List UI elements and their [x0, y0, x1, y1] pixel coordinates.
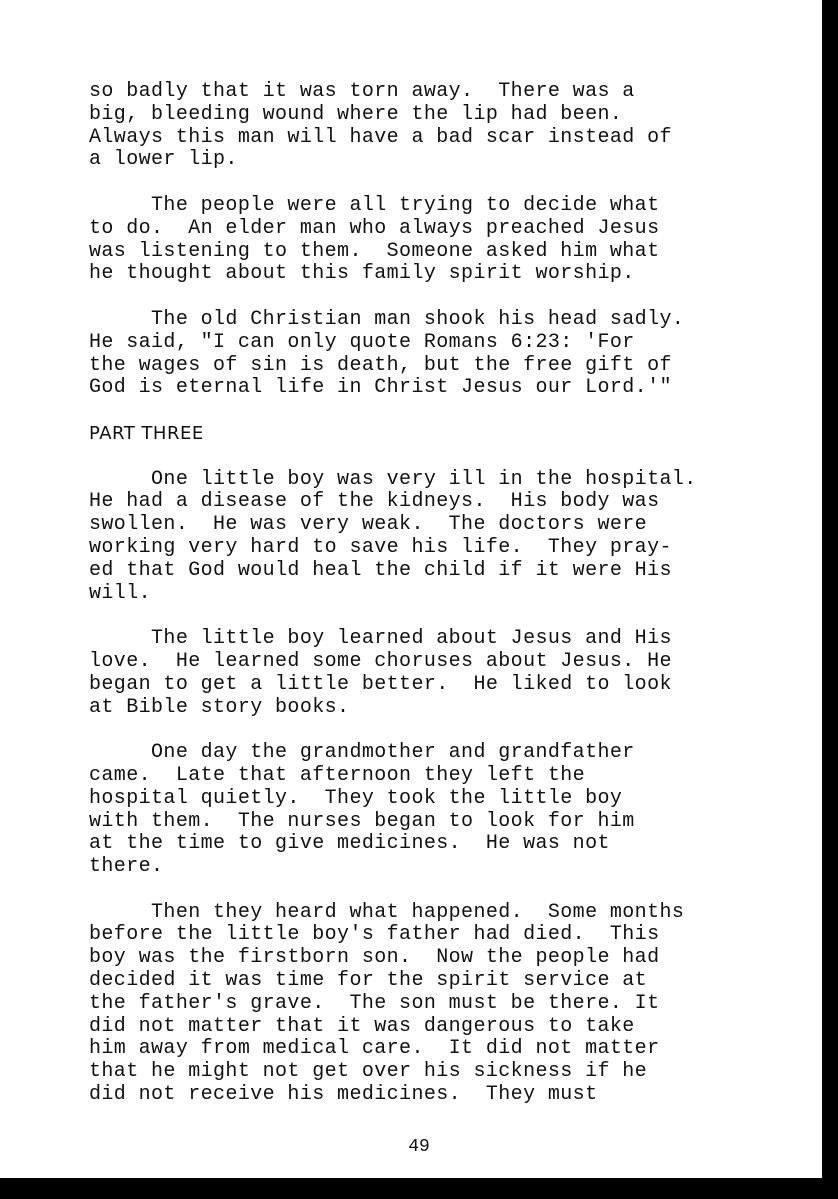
paragraph — [89, 309, 789, 400]
body-text — [89, 81, 789, 1130]
text-line: Then they heard what happened. Some months — [89, 900, 685, 924]
scan-edge-bottom — [0, 1178, 838, 1199]
paragraph — [89, 742, 789, 879]
text-line: was listening to them. Someone asked him what — [89, 239, 660, 263]
text-line: before the little boy's father had died. This — [89, 923, 660, 947]
text-line: hospital quietly. They took the little boy — [89, 786, 623, 810]
text-line: He said, "I can only quote Romans 6:23: 'For — [89, 330, 635, 354]
text-line: a lower lip. — [89, 148, 238, 172]
paragraph — [89, 628, 789, 719]
paragraph — [89, 195, 789, 286]
text-line: there. — [89, 855, 164, 879]
text-line: big, bleeding wound where the lip had been. — [89, 102, 623, 126]
text-line: with them. The nurses began to look for him — [89, 809, 635, 833]
text-line: him away from medical care. It did not matter — [89, 1037, 660, 1061]
text-line: One day the grandmother and grandfather — [89, 741, 635, 765]
text-line: began to get a little better. He liked to look — [89, 672, 672, 696]
text-line: did not matter that it was dangerous to take — [89, 1014, 635, 1038]
text-line: The people were all trying to decide what — [89, 193, 660, 217]
scan-edge-right — [822, 0, 838, 1199]
page-number: 49 — [408, 1137, 430, 1157]
paragraph — [89, 81, 789, 172]
text-line: came. Late that afternoon they left the — [89, 763, 586, 787]
paragraph — [89, 902, 789, 1107]
text-line: The little boy learned about Jesus and His — [89, 627, 672, 651]
text-line: One little boy was very ill in the hospital. — [89, 467, 697, 491]
text-line: will. — [89, 581, 152, 605]
text-line: decided it was time for the spirit service at — [89, 969, 648, 993]
text-line: swollen. He was very weak. The doctors were — [89, 513, 648, 537]
text-line: at the time to give medicines. He was not — [89, 832, 610, 856]
text-line: ed that God would heal the child if it were His — [89, 558, 672, 582]
paragraphs-before — [89, 81, 789, 400]
text-line: the father's grave. The son must be there. It — [89, 991, 660, 1015]
text-line: The old Christian man shook his head sadly. — [89, 307, 685, 331]
paragraph — [89, 469, 789, 606]
text-line: boy was the firstborn son. Now the people had — [89, 946, 660, 970]
text-line: at Bible story books. — [89, 695, 350, 719]
text-line: God is eternal life in Christ Jesus our Lord.'" — [89, 376, 672, 400]
text-line: He had a disease of the kidneys. His body was — [89, 490, 660, 514]
text-line: did not receive his medicines. They must — [89, 1083, 598, 1107]
text-line: to do. An elder man who always preached Jesus — [89, 216, 660, 240]
paragraphs-after — [89, 469, 789, 1107]
text-line: that he might not get over his sickness if he — [89, 1060, 648, 1084]
text-line: love. He learned some choruses about Jesus. He — [89, 649, 672, 673]
text-line: the wages of sin is death, but the free gift of — [89, 353, 672, 377]
text-line: so badly that it was torn away. There was a — [89, 80, 635, 103]
text-line: working very hard to save his life. They pray- — [89, 535, 672, 559]
text-line: Always this man will have a bad scar instead of — [89, 125, 672, 149]
section-heading: PART THREE — [89, 422, 204, 444]
text-line: he thought about this family spirit worship. — [89, 262, 635, 286]
